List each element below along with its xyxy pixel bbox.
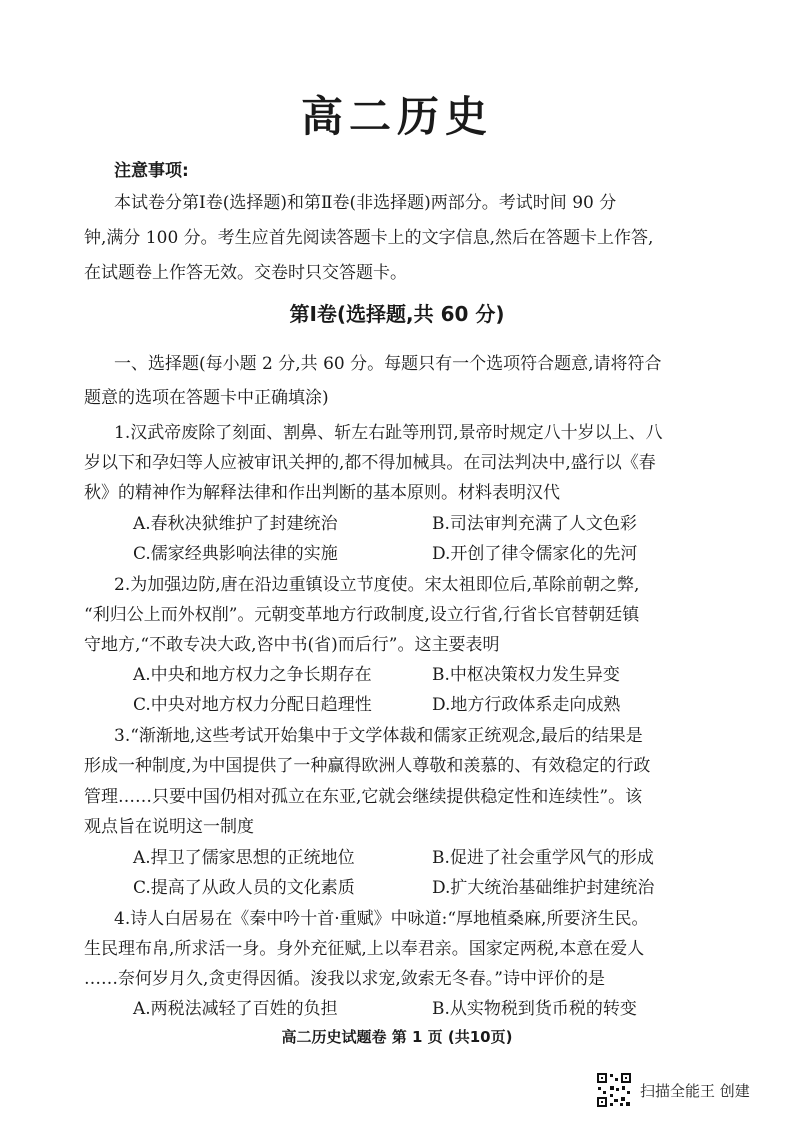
watermark-text: 扫描全能王 创建 (640, 1081, 750, 1100)
question-2-option-d: D.地方行政体系走向成熟 (432, 695, 621, 715)
question-3-option-a: A.捍卫了儒家思想的正统地位 (133, 848, 355, 868)
question-3-stem: 形成一种制度,为中国提供了一种赢得欧洲人尊敬和羡慕的、有效稳定的行政 (84, 756, 651, 776)
question-2-stem: 守地方,“不敢专决大政,咨中书(省)而后行”。这主要表明 (84, 635, 500, 655)
question-2-option-b: B.中枢决策权力发生异变 (432, 665, 620, 685)
notice-heading: 注意事项: (114, 161, 189, 181)
instruction-line: 一、选择题(每小题 2 分,共 60 分。每题只有一个选项符合题意,请将符合 (114, 354, 662, 374)
notice-line: 在试题卷上作答无效。交卷时只交答题卡。 (84, 263, 407, 283)
page-footer: 高二历史试题卷 第 1 页 (共10页) (281, 1028, 513, 1046)
question-4-option-a: A.两税法减轻了百姓的负担 (133, 999, 338, 1019)
question-3-stem: 观点旨在说明这一制度 (84, 817, 254, 837)
question-1-option-a: A.春秋决狱维护了封建统治 (133, 514, 338, 534)
question-2-option-a: A.中央和地方权力之争长期存在 (133, 665, 372, 685)
question-4-stem: ……奈何岁月久,贪吏得因循。浚我以求宠,敛索无冬春。”诗中评价的是 (84, 969, 605, 989)
question-2-stem: “利归公上而外权削”。元朝变革地方行政制度,设立行省,行省长官替朝廷镇 (84, 605, 640, 625)
question-3-stem: 3.“渐渐地,这些考试开始集中于文学体裁和儒家正统观念,最后的结果是 (114, 726, 643, 746)
question-1-stem: 1.汉武帝废除了刻面、割鼻、斩左右趾等刑罚,景帝时规定八十岁以上、八 (114, 423, 663, 443)
page-title: 高二历史 (300, 92, 493, 141)
notice-line: 本试卷分第Ⅰ卷(选择题)和第Ⅱ卷(非选择题)两部分。考试时间 90 分 (114, 193, 617, 213)
question-2-stem: 2.为加强边防,唐在沿边重镇设立节度使。宋太祖即位后,革除前朝之弊, (114, 575, 640, 595)
instruction-line: 题意的选项在答题卡中正确填涂) (84, 388, 329, 408)
question-3-option-c: C.提高了从政人员的文化素质 (133, 878, 355, 898)
question-1-stem: 秋》的精神作为解释法律和作出判断的基本原则。材料表明汉代 (84, 483, 560, 503)
notice-line: 钟,满分 100 分。考生应首先阅读答题卡上的文字信息,然后在答题卡上作答, (84, 228, 654, 248)
question-1-option-c: C.儒家经典影响法律的实施 (133, 544, 338, 564)
section-title: 第Ⅰ卷(选择题,共 60 分) (289, 302, 505, 326)
question-3-option-b: B.促进了社会重学风气的形成 (432, 848, 654, 868)
scanner-watermark (596, 1072, 750, 1108)
qr-code-icon (596, 1072, 632, 1108)
question-4-stem: 4.诗人白居易在《秦中吟十首·重赋》中咏道:“厚地植桑麻,所要济生民。 (114, 909, 649, 929)
question-3-option-d: D.扩大统治基础维护封建统治 (432, 878, 655, 898)
question-4-stem: 生民理布帛,所求活一身。身外充征赋,上以奉君亲。国家定两税,本意在爱人 (84, 939, 645, 959)
question-3-stem: 管理……只要中国仍相对孤立在东亚,它就会继续提供稳定性和连续性”。该 (84, 787, 643, 807)
question-4-option-b: B.从实物税到货币税的转变 (432, 999, 637, 1019)
question-2-option-c: C.中央对地方权力分配日趋理性 (133, 695, 372, 715)
question-1-option-b: B.司法审判充满了人文色彩 (432, 514, 637, 534)
question-1-option-d: D.开创了律令儒家化的先河 (432, 544, 638, 564)
question-1-stem: 岁以下和孕妇等人应被审讯关押的,都不得加械具。在司法判决中,盛行以《春 (84, 453, 656, 473)
